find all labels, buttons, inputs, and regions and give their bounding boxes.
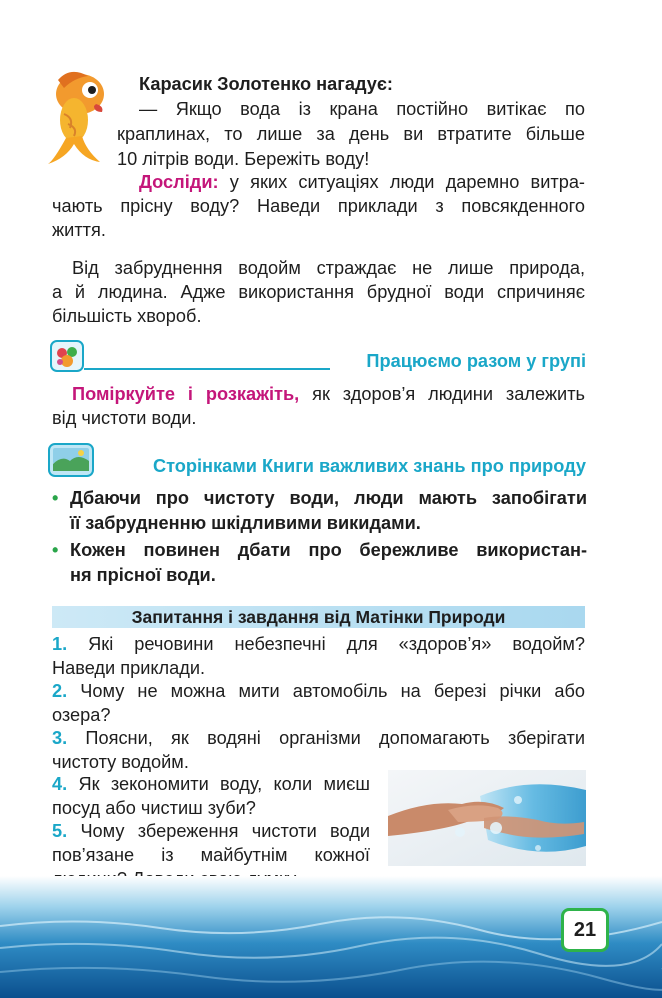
bullet-dot-icon: • — [52, 488, 59, 508]
question-1-text: Які речовини небезпечні для «здоров’я» водойм? — [67, 634, 585, 654]
explore-label: Досліди: — [139, 172, 219, 192]
question-2-number: 2. — [52, 681, 68, 701]
book-title: Сторінками Книги важливих знань про природу — [152, 456, 586, 476]
question-5-line-1 — [52, 819, 370, 844]
questions-header: Запитання і завдання від Матінки Природи — [52, 606, 585, 628]
explore-text-1: у яких ситуаціях люди даремно витра- — [218, 172, 585, 192]
bullet-2-line-2: ня прісної води. — [70, 564, 216, 585]
intro-heading: Карасик Золотенко нагадує: — [139, 74, 393, 94]
explore-line-1 — [139, 170, 585, 195]
bullet-2-line-1: Кожен повинен дбати про бережливе використан- — [70, 540, 587, 560]
book-of-knowledge-icon — [48, 443, 94, 477]
intro-line-1: — Якщо вода із крана постійно витікає по — [139, 99, 585, 119]
group-title-underline — [84, 368, 330, 370]
question-5-text: Чому збереження чистоти води — [67, 821, 370, 841]
question-4-line-1 — [52, 772, 370, 797]
goldfish-illustration — [44, 68, 112, 166]
question-4-line-2: посуд або чистиш зуби? — [52, 798, 256, 818]
question-2-line-1 — [52, 679, 585, 704]
intro-line-2: краплинах, то лише за день ви втратите більше — [117, 124, 585, 144]
pollution-line-3: більшість хвороб. — [52, 306, 202, 326]
question-1-line-1 — [52, 632, 585, 657]
question-5-number: 5. — [52, 821, 68, 841]
question-3-text: Поясни, як водяні організми допомагають зберігати — [67, 728, 585, 748]
question-4-text: Як зекономити воду, коли миєш — [67, 774, 370, 794]
group-prompt-line-1 — [72, 382, 585, 407]
question-3-line-2: чистоту водойм. — [52, 752, 189, 772]
pollution-line-1: Від забруднення водойм страждає не лише природа, — [72, 258, 585, 278]
explore-line-2: чають прісну воду? Наведи приклади з повсякденного — [52, 196, 585, 216]
question-3-line-1 — [52, 726, 585, 751]
bullet-dot-icon: • — [52, 540, 59, 560]
book-bullet — [52, 486, 587, 535]
question-3-number: 3. — [52, 728, 68, 748]
book-bullet — [52, 538, 587, 587]
group-prompt-label: Поміркуйте і розкажіть, — [72, 384, 300, 404]
intro-line-3: 10 літрів води. Бережіть воду! — [117, 149, 370, 169]
page-number: 21 — [561, 908, 609, 952]
question-4-number: 4. — [52, 774, 68, 794]
group-work-icon — [50, 340, 84, 372]
question-2-text: Чому не можна мити автомобіль на березі річки або — [67, 681, 585, 701]
question-2-line-2: озера? — [52, 705, 111, 725]
question-1-line-2: Наведи приклади. — [52, 658, 206, 678]
bullet-1-line-2: її забрудненню шкідливими викидами. — [70, 512, 421, 533]
hands-under-water-photo — [388, 770, 586, 866]
explore-line-3: життя. — [52, 220, 106, 240]
group-prompt-line-2: від чистоти води. — [52, 408, 197, 428]
question-1-number: 1. — [52, 634, 68, 654]
bullet-1-line-1: Дбаючи про чистоту води, люди мають запобігати — [70, 488, 587, 508]
pollution-line-2: а й людина. Адже використання брудної води спричиняє — [52, 282, 585, 302]
group-title: Працюємо разом у групі — [366, 351, 586, 371]
book-bullet-list — [52, 486, 587, 590]
group-prompt-text: як здоров’я людини залежить — [299, 384, 586, 404]
question-5-line-2: пов’язане із майбутнім кожної — [52, 845, 370, 865]
